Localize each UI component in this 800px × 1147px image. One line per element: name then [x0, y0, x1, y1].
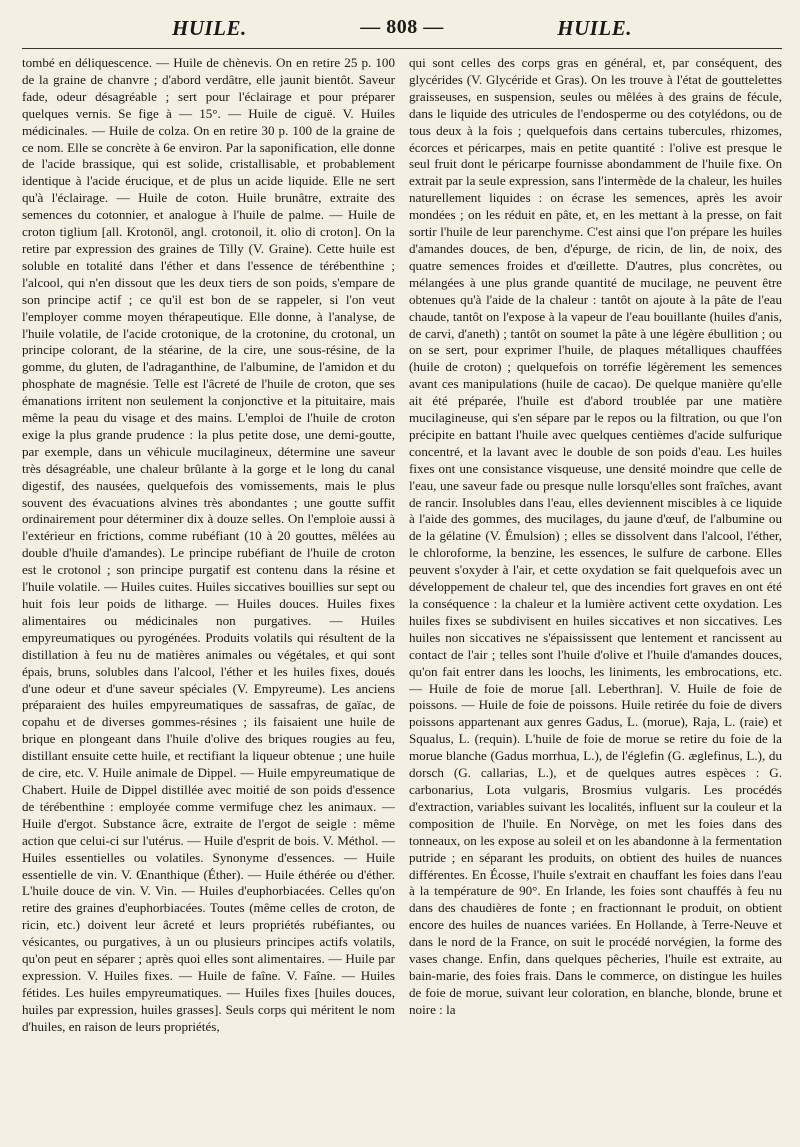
right-column-text: qui sont celles des corps gras en général, et, par conséquent, des glycérides (V. Glycéride et Gras). On les trouve à l'état de gouttelettes graisseuses, en suspension, seules ou mêlées à des grains de fécule, dans le liquide des utricules de l'endosperme ou des cotylédons, ou de tous deux à la fois ; quelquefois dans certains tubercules, rhizomes, écorces et péricarpes, mais en petite quantité : l'olive est presque le seul fruit dont le péricarpe fournisse abondamment de l'huile fixe. On extrait par la seule expression, sans l'intermède de la chaleur, les huiles naturellement liquides : on écrase les semences, après les avoir mondées ; on les réduit en pâte, et, en les mettant à la presse, on fait sortir l'huile de leur parenchyme. C'est ainsi que l'on prépare les huiles d'amandes douces, de ben, d'épurge, de ricin, de lin, de noix, des quatre semences froides et d'œillette. D'autres, plus concrètes, ou mélangées à une plus grande quantité de mucilage, ne peuvent être obtenues qu'à l'aide de la chaleur : tantôt on ajoute à la pâte de l'eau chaude, tantôt on l'expose à la vapeur de l'eau bouillante (huiles d'anis, de carvi, d'aneth) ; tantôt on soumet la pâte à une légère ébullition ; ou on se sert, pour exprimer l'huile, de plaques métalliques chauffées (huile de croton) ; quelquefois on torréfie légèrement les semences avant ces manipulations (huile de cacao). De quelque manière qu'elle ait été préparée, l'huile est d'abord troublée par une matière mucilagineuse, qui s'en sépare par le repos ou la filtration, ou que l'on précipite en battant l'huile avec quelques centièmes d'acide sulfurique concentré, et la lavant avec le double de son poids d'eau. Les huiles fixes ont une consistance visqueuse, une densité moindre que celle de l'eau, une saveur fade ou presque nulle lorsqu'elles sont fraîches, avant de rancir. Insolubles dans l'eau, elles deviennent miscibles à ce liquide à l'aide des gommes, des mucilages, du jaune d'œuf, de l'albumine ou de la gélatine (V. Émulsion) ; elles se dissolvent dans l'alcool, l'éther, le chloroforme, la benzine, les essences, le sulfure de carbone. Elles peuvent s'oxyder à l'air, et cette oxydation se fait quelquefois avec un développement de chaleur tel, que des incendies fort graves en ont été la conséquence : la chaleur et la lumière activent cette oxydation. Les huiles fixes se subdivisent en huiles siccatives et non siccatives. Les huiles non siccatives ne s'épaississent que lentement et rancissent au contact de l'air ; telles sont l'huile d'olive et l'huile d'amandes douces, qu'on fait entrer dans les loochs, les liniments, les embrocations, etc. — Huile de foie de morue [all. Leberthran]. V. Huile de foie de poissons. — Huile de foie de poissons. Huile retirée du foie de divers poissons appartenant aux genres Gadus, L. (morue), Raja, L. (raie) et Squalus, L. (requin). L'huile de foie de morue se retire du foie de la morue blanche (Gadus morrhua, L.), de l'églefin (G. æglefinus, L.), du dorsch (G. callarias, L.), et de quelques autres espèces : G. carbonarius, Lota vulgaris, Brosmius vulgaris. Les procédés d'extraction, variables suivant les localités, influent sur la couleur et la composition de l'huile. En Norvège, on met les foies dans des tonneaux, on les expose au soleil et on les abandonne à la fermentation putride ; en séparant les produits, on obtient des huiles de nuances différentes. En Écosse, l'huile s'extrait en chauffant les foies dans l'eau à la température de 90°. En Irlande, les foies sont chauffés à feu nu dans des chaudières de fonte ; en fractionnant le produit, on obtient encore des huiles de nuances variées. En Hollande, à Terre-Neuve et dans le nord de la France, on suit le procédé norvégien, la forme des vases change. Enfin, dans quelques pêcheries, l'huile est extraite, au bain-marie, des foies frais. Dans le commerce, on distingue les huiles de foie de morue, suivant leur coloration, en blanche, blonde, brune et noire : la — [409, 55, 782, 1017]
page-number: — 808 — — [360, 16, 444, 38]
left-column — [22, 55, 395, 1147]
text-columns — [22, 55, 782, 1147]
right-column — [409, 55, 782, 1147]
left-column-text: tombé en déliquescence. — Huile de chènevis. On en retire 25 p. 100 de la graine de chanvre ; d'abord verdâtre, elle jaunit bientôt. Saveur fade, odeur désagréable ; sert pour l'éclairage et pour préparer quelques vernis. Se fige à — 15°. — Huile de ciguë. V. Huiles médicinales. — Huile de colza. On en retire 30 p. 100 de la graine de ce nom. Elle se concrète à 6e environ. Par la saponification, elle donne de l'acide brassique, qui est solide, cristallisable, et probablement identique à l'acide érucique, et de plus un acide liquide. Elle ne sert qu'à l'éclairage. — Huile de coton. Huile brunâtre, extraite des semences du cotonnier, et analogue à l'huile de palme. — Huile de croton tiglium [all. Krotonöl, angl. crotonoil, it. olio di croton]. On la retire par expression des graines de Tilly (V. Graine). Cette huile est soluble en totalité dans l'éther et dans l'essence de térébenthine ; l'alcool, qui n'en dissout que les deux tiers de son poids, s'empare de son principe actif ; ce qu'il est bon de se rappeler, si l'on veut l'employer comme moyen thérapeutique. Elle donne, à l'analyse, de l'huile volatile, de l'acide crotonique, de la crotonine, du crotonal, un principe colorant, de la stéarine, de la cire, une sous-résine, de la gomme, du gluten, de l'adraganthine, de l'albumine, de l'amidon et du phosphate de magnésie. Telle est l'âcreté de l'huile de croton, que ses émanations irritent non seulement la conjonctive et la pituitaire, mais même la peau du visage et des mains. L'emploi de l'huile de croton exige la plus grande prudence : la plus petite dose, une demi-goutte, par exemple, dans un véhicule mucilagineux, détermine une saveur très désagréable, une chaleur brûlante à la gorge et le long du canal digestif, des nausées, quelquefois des vomissements, mais le plus souvent des évacuations alvines très abondantes ; une goutte suffit ordinairement pour déterminer dix à douze selles. On l'emploie aussi à l'extérieur en frictions, comme rubéfiant (10 à 20 gouttes, mêlées au double d'huile d'amandes). Le principe rubéfiant de l'huile de croton est le crotonol ; son principe purgatif est contenu dans la résine et l'huile volatile. — Huiles cuites. Huiles siccatives bouillies sur sept ou huit fois leur poids de litharge. — Huiles douces. Huiles fixes alimentaires ou médicinales non purgatives. — Huiles empyreumatiques ou pyrogénées. Produits volatils qui résultent de la distillation à feu nu de matières animales ou végétales, et qui sont épais, bruns, solubles dans l'alcool, l'éther et les huiles fixes, doués d'une odeur et d'une saveur spéciales (V. Empyreume). Les anciens préparaient des huiles empyreumatiques de sassafras, de gaïac, de copahu et de diverses gommes-résines ; ils faisaient une huile de brique en plongeant dans l'huile d'olive des briques rougies au feu, distillant ensuite cette huile, et rectifiant la liqueur obtenue ; une huile de cire, etc. V. Huile animale de Dippel. — Huile empyreumatique de Chabert. Huile de Dippel distillée avec moitié de son poids d'essence de térébenthine : employée comme vermifuge chez les animaux. — Huile d'ergot. Substance âcre, extraite de l'ergot de seigle : même action que celui-ci sur l'utérus. — Huile d'esprit de bois. V. Méthol. — Huiles essentielles ou volatiles. Synonyme d'essences. — Huile essentielle de vin. V. Œnanthique (Éther). — Huile éthérée ou d'éther. L'huile douce de vin. V. Vin. — Huiles d'euphorbiacées. Celles qu'on retire des graines d'euphorbiacées. Toutes (même celles de croton, de ricin, etc.) doivent leur âcreté et leurs propriétés rubéfiantes, ou vésicantes, ou purgatives, à un ou plusieurs principes actifs volatils, qu'on peut en séparer ; après quoi elles sont alimentaires. — Huile par expression. V. Huiles fixes. — Huile de faîne. V. Faîne. — Huiles fétides. Les huiles empyreumatiques. — Huiles fixes [huiles douces, huiles par expression, huiles grasses]. Seuls corps qui méritent le nom d'huiles, en raison de leurs propriétés, — [22, 55, 395, 1034]
header-right-word: HUILE. — [557, 16, 632, 40]
header-left-word: HUILE. — [172, 16, 247, 40]
running-header — [22, 14, 782, 49]
